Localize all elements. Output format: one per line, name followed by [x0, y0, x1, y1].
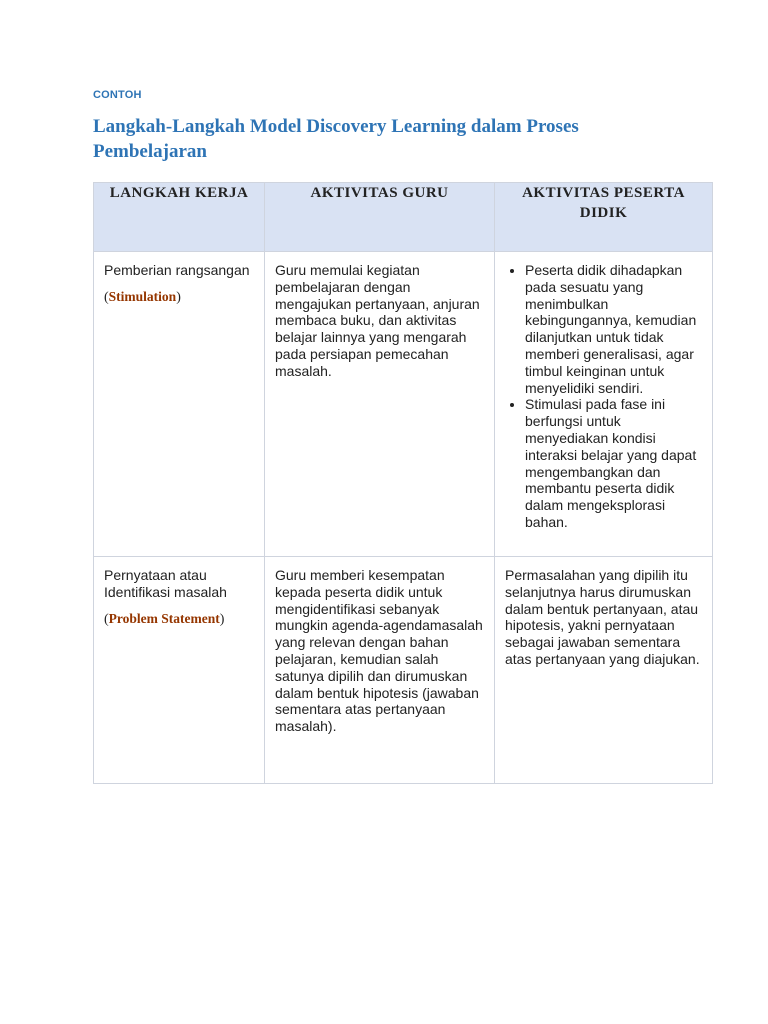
- peserta-activity-text: Permasalahan yang dipilih itu selanjutnya harus dirumuskan dalam bentuk pertanyaan, atau hipotesis, yakni pernyataan sebagai jawaban sementara atas pertanyaan yang diajukan.: [505, 567, 700, 667]
- step-english-term: Stimulation: [108, 288, 177, 304]
- guru-activity-text: Guru memulai kegiatan pembelajaran dengan mengajukan pertanyaan, anjuran membaca buku, dan aktivitas belajar lainnya yang mengarah pada persiapan pemecahan masalah.: [275, 262, 480, 379]
- table-row: [94, 252, 713, 557]
- step-cell: [94, 252, 265, 557]
- step-name: Pemberian rangsangan: [104, 262, 250, 278]
- step-name: Pernyataan atau Identifikasi masalah: [104, 567, 227, 600]
- step-english-term: Problem Statement: [108, 610, 220, 626]
- header-langkah-kerja: LANGKAH KERJA: [94, 183, 265, 252]
- step-cell: [94, 557, 265, 784]
- peserta-activity-cell: [495, 252, 713, 557]
- table-header-row: [94, 183, 713, 252]
- peserta-activity-list: [505, 262, 703, 531]
- list-item: • Peserta didik dihadapkan pada sesuatu yang menimbulkan kebingungannya, kemudian dilanjutkan untuk tidak memberi generalisasi, agar timbul keinginan untuk menyelidiki sendiri.: [525, 262, 703, 396]
- guru-activity-cell: [265, 252, 495, 557]
- steps-table: [93, 182, 713, 784]
- document-title: Langkah-Langkah Model Discovery Learning dalam Proses Pembelajaran: [93, 116, 579, 162]
- header-aktivitas-guru: AKTIVITAS GURU: [265, 183, 495, 252]
- document-label: CONTOH: [93, 89, 142, 101]
- step-english: (Problem Statement): [104, 610, 225, 627]
- guru-activity-text: Guru memberi kesempatan kepada peserta didik untuk mengidentifikasi sebanyak mungkin agenda-agendamasalah yang relevan dengan bahan pelajaran, kemudian salah satunya dipilih dan dirumuskan dalam bentuk hipotesis (jawaban sementara atas pertanyaan masalah).: [275, 567, 483, 735]
- step-english: (Stimulation): [104, 288, 181, 305]
- list-item: • Stimulasi pada fase ini berfungsi untuk menyediakan kondisi interaksi belajar yang dapat mengembangkan dan membantu peserta didik dalam mengeksplorasi bahan.: [525, 396, 703, 530]
- header-aktivitas-peserta-didik: AKTIVITAS PESERTA DIDIK: [495, 183, 713, 252]
- guru-activity-cell: [265, 557, 495, 784]
- table-row: [94, 557, 713, 784]
- peserta-activity-cell: [495, 557, 713, 784]
